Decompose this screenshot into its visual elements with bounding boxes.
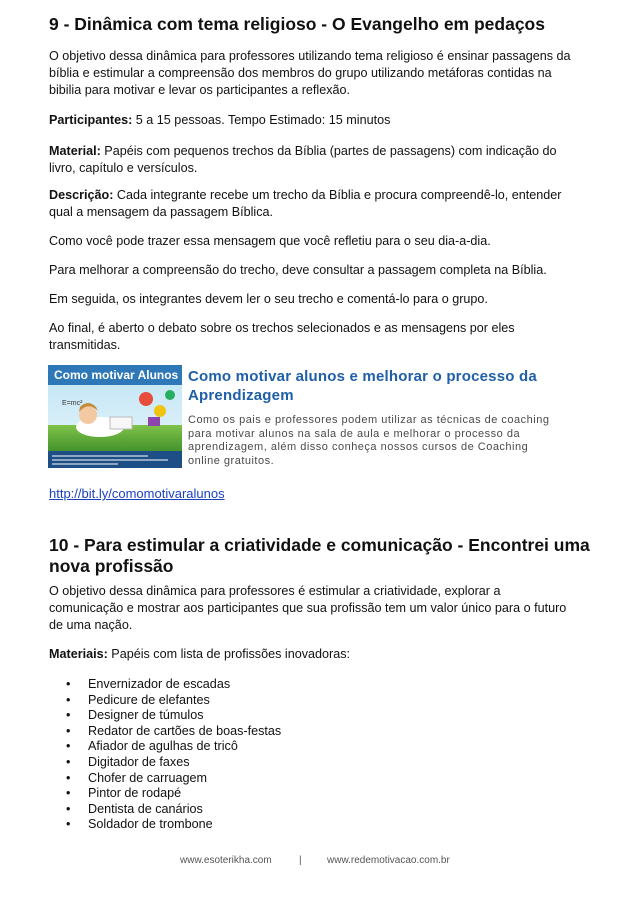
participants-line bbox=[49, 112, 390, 129]
footer-link-right[interactable]: www.redemotivacao.com.br bbox=[327, 855, 450, 866]
ad-title-line: Como motivar alunos e melhorar o processo da bbox=[188, 368, 537, 385]
description-paragraph bbox=[49, 187, 561, 221]
description-label: Descrição: bbox=[49, 188, 114, 202]
list-item-text: Dentista de canários bbox=[88, 801, 203, 816]
materials-label: Materiais: bbox=[49, 647, 108, 661]
material-text-2: livro, capítulo e versículos. bbox=[49, 161, 198, 175]
material-paragraph bbox=[49, 143, 557, 177]
bullet-icon: • bbox=[66, 754, 71, 769]
bullet-icon: • bbox=[66, 770, 71, 785]
bullet-icon: • bbox=[66, 708, 71, 723]
list-item bbox=[66, 677, 281, 693]
intro-line: bibilia para motivar e levar os participantes a reflexão. bbox=[49, 83, 351, 97]
footer-link-left[interactable]: www.esoterikha.com bbox=[180, 855, 272, 866]
paragraph-2: Para melhorar a compreensão do trecho, deve consultar a passagem completa na Bíblia. bbox=[49, 263, 547, 277]
materials-text: Papéis com lista de profissões inovadoras: bbox=[107, 647, 350, 661]
list-item bbox=[66, 817, 281, 833]
list-item-text: Pintor de rodapé bbox=[88, 786, 182, 801]
ad-desc-line: aprendizagem, além disso conheça nossos cursos de Coaching bbox=[188, 441, 529, 453]
intro-line: de uma nação. bbox=[49, 618, 133, 632]
participants-text: 5 a 15 pessoas. Tempo Estimado: 15 minutos bbox=[132, 113, 391, 127]
list-item-text: Envernizador de escadas bbox=[88, 677, 231, 691]
list-item-text: Afiador de agulhas de tricô bbox=[88, 739, 238, 754]
list-item bbox=[66, 754, 281, 771]
bullet-icon: • bbox=[66, 677, 71, 691]
intro-line: O objetivo dessa dinâmica para professores utilizando tema religioso é ensinar passagens da bbox=[49, 49, 571, 63]
list-item bbox=[66, 801, 281, 818]
list-item bbox=[66, 786, 281, 802]
participants-label: Participantes: bbox=[49, 113, 133, 127]
intro-line: bíblia e estimular a compreensão dos membros do grupo utilizando metáforas contidas na bbox=[49, 66, 552, 80]
intro-line: O objetivo dessa dinâmica para professores é estimular a criatividade, explorar a bbox=[49, 584, 501, 598]
ad-title-line: Aprendizagem bbox=[188, 387, 294, 404]
section-10-heading-line: nova profissão bbox=[49, 556, 174, 576]
ad-desc-line: Como os pais e professores podem utilizar as técnicas de coaching bbox=[188, 414, 550, 426]
ad-desc-line: online gratuitos. bbox=[188, 454, 275, 467]
ad-image-title: Como motivar Alunos bbox=[54, 368, 179, 382]
ad-thumbnail-image[interactable] bbox=[48, 365, 182, 468]
paragraph-4 bbox=[49, 320, 515, 354]
svg-text:E=mc²: E=mc² bbox=[62, 400, 83, 407]
material-label: Material: bbox=[49, 144, 101, 158]
list-item-text: Pedicure de elefantes bbox=[88, 692, 210, 707]
list-item-text: Designer de túmulos bbox=[88, 708, 204, 723]
bullet-icon: • bbox=[66, 817, 71, 832]
ad-link[interactable]: http://bit.ly/comomotivaralunos bbox=[49, 486, 225, 501]
section-9-intro bbox=[49, 48, 571, 99]
list-item bbox=[66, 723, 282, 740]
intro-line: comunicação e mostrar aos participantes que sua profissão tem um valor único para o futuro bbox=[49, 601, 567, 615]
list-item-text: Digitador de faxes bbox=[88, 754, 190, 769]
list-item bbox=[66, 739, 281, 755]
paragraph-3: Em seguida, os integrantes devem ler o seu trecho e comentá-lo para o grupo. bbox=[49, 292, 488, 306]
list-item bbox=[66, 692, 281, 709]
bullet-icon: • bbox=[66, 723, 71, 738]
list-item bbox=[66, 770, 281, 787]
material-text: Papéis com pequenos trechos da Bíblia (partes de passagens) com indicação do bbox=[100, 144, 557, 158]
professions-list bbox=[66, 677, 282, 833]
ad-desc-line: para motivar alunos na sala de aula e melhorar o processo da bbox=[188, 427, 521, 440]
ad-description bbox=[188, 414, 549, 468]
description-text: Cada integrante recebe um trecho da Bíblia e procura compreendê-lo, entender bbox=[113, 188, 562, 202]
section-9-heading: 9 - Dinâmica com tema religioso - O Evangelho em pedaços bbox=[49, 14, 545, 34]
paragraph-4-line: transmitidas. bbox=[49, 338, 121, 352]
footer-separator: | bbox=[299, 855, 302, 866]
list-item-text: Chofer de carruagem bbox=[88, 770, 208, 785]
section-10-intro bbox=[49, 583, 566, 634]
ad-title[interactable] bbox=[188, 367, 537, 405]
section-10-heading-line: 10 - Para estimular a criatividade e comunicação - Encontrei uma bbox=[49, 535, 590, 555]
list-item bbox=[66, 708, 281, 724]
description-text-2: qual a mensagem da passagem Bíblica. bbox=[49, 205, 274, 219]
bullet-icon: • bbox=[66, 801, 71, 816]
paragraph-1: Como você pode trazer essa mensagem que você refletiu para o seu dia-a-dia. bbox=[49, 234, 491, 248]
list-item-text: Redator de cartões de boas-festas bbox=[88, 723, 282, 738]
paragraph-4-line: Ao final, é aberto o debato sobre os trechos selecionados e as mensagens por eles bbox=[49, 321, 515, 335]
section-10-heading bbox=[49, 535, 590, 577]
bullet-icon: • bbox=[66, 692, 71, 707]
list-item-text: Soldador de trombone bbox=[88, 817, 213, 832]
materials-line bbox=[49, 646, 350, 663]
bullet-icon: • bbox=[66, 739, 71, 754]
bullet-icon: • bbox=[66, 786, 71, 801]
